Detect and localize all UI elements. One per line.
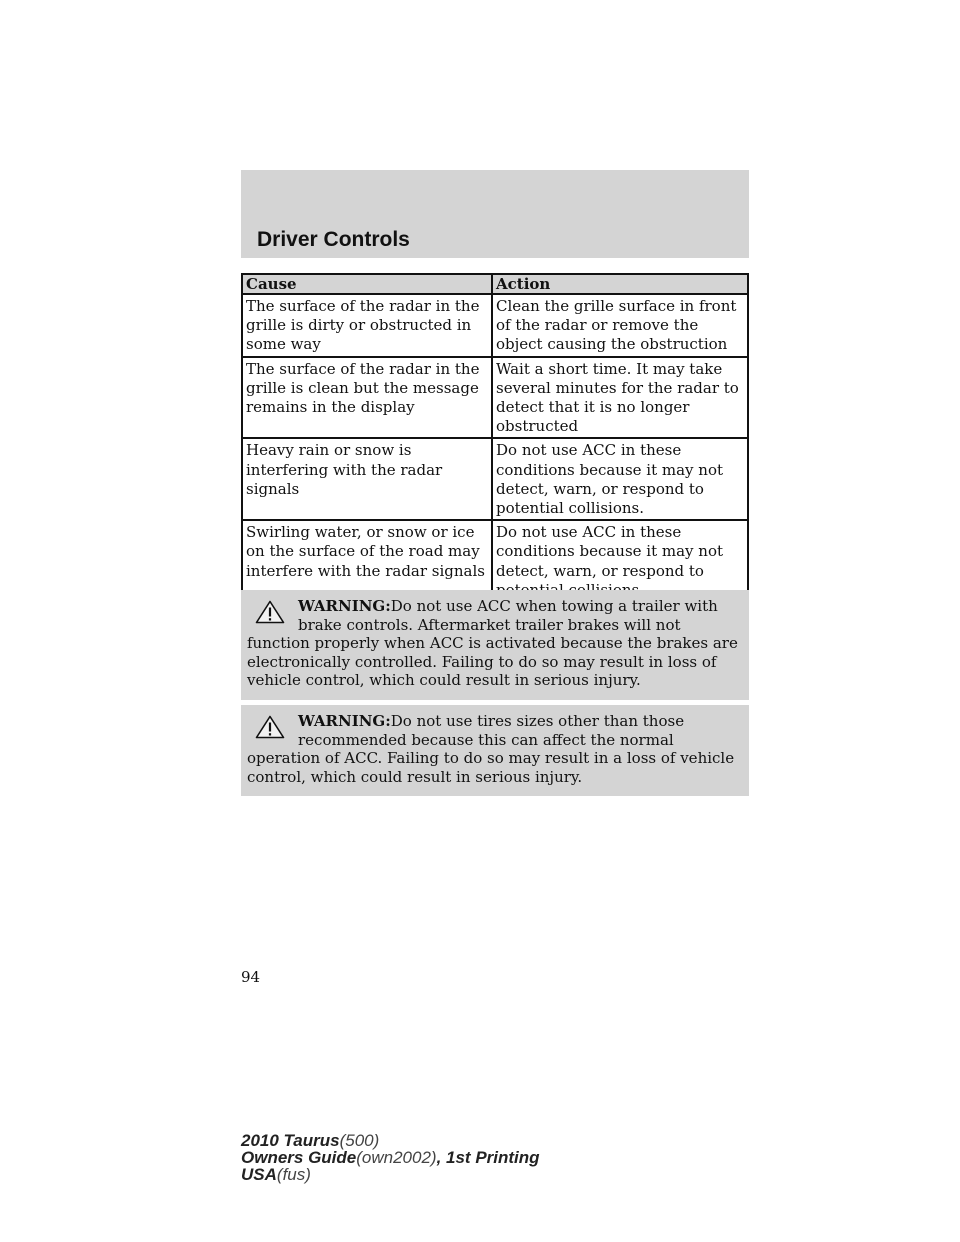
warning-box [241,705,749,796]
table-row [242,357,748,439]
footer-market-code: (fus) [276,1165,311,1184]
table-row [242,294,748,357]
table-row [242,438,748,520]
cause-cell: Swirling water, or snow or ice on the surface of the road may interfere with the radar signals [242,520,492,602]
footer-printing: , 1st Printing [436,1148,540,1167]
page-number: 94 [241,968,261,986]
table-header-row [242,274,748,294]
warning-triangle-icon [255,600,285,624]
section-title: Driver Controls [257,228,410,251]
section-header [241,170,749,258]
footer-imprint [241,1132,540,1183]
warning-box [241,590,749,700]
column-header-cause: Cause [242,274,492,294]
action-cell: Clean the grille surface in front of the radar or remove the object causing the obstruction [492,294,748,357]
action-cell: Do not use ACC in these conditions because it may not detect, warn, or respond to [492,520,748,602]
cause-cell: The surface of the radar in the grille is dirty or obstructed in some way [242,294,492,357]
cause-cell: The surface of the radar in the grille is clean but the message remains in the display [242,357,492,439]
column-header-action: Action [492,274,748,294]
footer-guide: Owners Guide [241,1148,357,1167]
warning-text: Do not use ACC when towing a trailer with brake controls. Aftermarket trailer brakes will not function properly when ACC is activated because the brakes are electronically controlled. Failing to do so may result in loss of vehicle control, which could result in serious injury. [247,597,738,690]
cause-action-table [241,273,749,603]
footer-model-code: (500) [339,1131,380,1150]
footer-market: USA [241,1165,277,1184]
warning-triangle-icon [255,715,285,739]
cause-cell: Heavy rain or snow is interfering with the radar signals [242,438,492,520]
action-cell: Wait a short time. It may take several minutes for the radar to detect that it is no longer obstructed [492,357,748,439]
warning-label: WARNING: [298,712,391,730]
action-cell: Do not use ACC in these conditions because it may not detect, warn, or respond to potential collisions. [492,438,748,520]
warning-label: WARNING: [298,597,391,615]
footer-guide-code: (own2002) [356,1148,437,1167]
warning-text: Do not use tires sizes other than those recommended because this can affect the normal operation of ACC. Failing to do so may result in a loss of vehicle control, which could result in serious injury. [247,712,735,786]
footer-model: 2010 Taurus [241,1131,340,1150]
